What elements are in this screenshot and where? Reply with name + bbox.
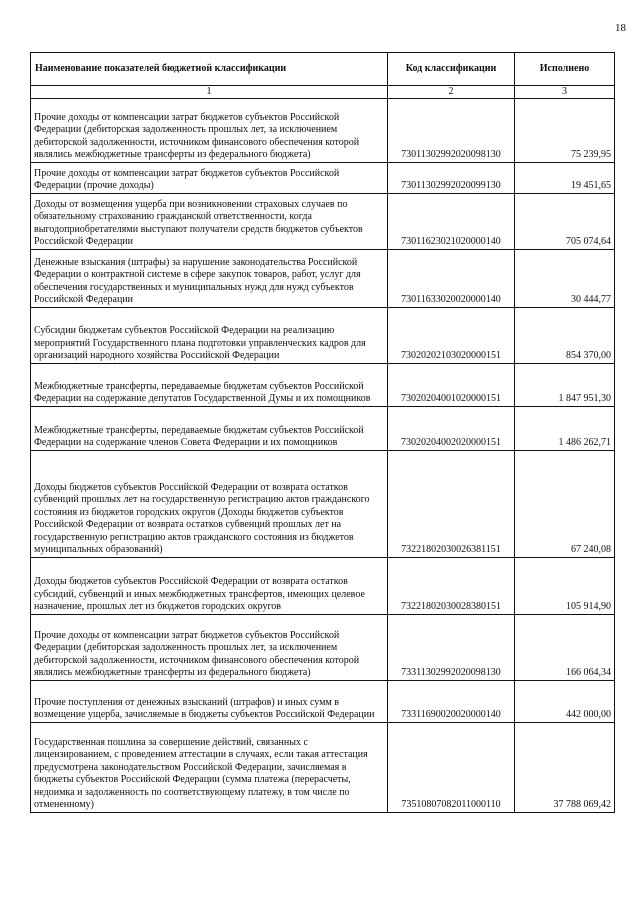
table-row <box>31 615 615 681</box>
row-code: 73011302992020098130 <box>388 99 515 163</box>
header-code: Код классификации <box>388 53 515 86</box>
column-number: 2 <box>388 86 515 99</box>
column-number: 3 <box>515 86 615 99</box>
row-amount: 1 847 951,30 <box>515 364 615 407</box>
header-name: Наименование показателей бюджетной классификации <box>31 53 388 86</box>
row-code: 73311690020020000140 <box>388 681 515 723</box>
row-amount: 854 370,00 <box>515 308 615 364</box>
table-row <box>31 407 615 451</box>
row-amount: 442 000,00 <box>515 681 615 723</box>
row-name: Доходы от возмещения ущерба при возникновении страховых случаев по обязательному страхованию гражданской ответственности, когда выгодоприобретателями выступают получатели средств бюджетов субъектов Российской Федерации <box>31 194 388 250</box>
budget-table <box>30 52 615 813</box>
row-name: Доходы бюджетов субъектов Российской Федерации от возврата остатков субвенций прошлых лет на государственную регистрацию актов гражданского состояния из бюджетов городских округов (Доходы бюджетов субъектов Российской Федерации от возврата остатков субвенций прошлых лет на государственную регистрацию актов гражданского состояния из бюджетов муниципальных образований) <box>31 451 388 558</box>
row-amount: 37 788 069,42 <box>515 723 615 813</box>
table-row <box>31 723 615 813</box>
row-amount: 19 451,65 <box>515 163 615 194</box>
row-code: 73020202103020000151 <box>388 308 515 364</box>
row-code: 73011302992020099130 <box>388 163 515 194</box>
table-row <box>31 194 615 250</box>
row-name: Доходы бюджетов субъектов Российской Федерации от возврата остатков субсидий, субвенций и иных межбюджетных трансфертов, имеющих целевое назначение, прошлых лет из бюджетов городских округов <box>31 558 388 615</box>
row-code: 73011633020020000140 <box>388 250 515 308</box>
row-name: Межбюджетные трансферты, передаваемые бюджетам субъектов Российской Федерации на содержание депутатов Государственной Думы и их помощников <box>31 364 388 407</box>
row-amount: 30 444,77 <box>515 250 615 308</box>
row-code: 73011623021020000140 <box>388 194 515 250</box>
row-code: 73510807082011000110 <box>388 723 515 813</box>
header-row <box>31 53 615 86</box>
table-row <box>31 308 615 364</box>
table-row <box>31 364 615 407</box>
row-name: Прочие доходы от компенсации затрат бюджетов субъектов Российской Федерации (дебиторская задолженность прошлых лет, за исключением дебиторской задолженности, источником финансового обеспечения которой являлись межбюджетные трансферты из федерального бюджета) <box>31 99 388 163</box>
row-amount: 67 240,08 <box>515 451 615 558</box>
row-name: Прочие доходы от компенсации затрат бюджетов субъектов Российской Федерации (дебиторская задолженность прошлых лет, за исключением дебиторской задолженности, источником финансового обеспечения которой являлись межбюджетные трансферты из федерального бюджета) <box>31 615 388 681</box>
table-row <box>31 681 615 723</box>
row-amount: 705 074,64 <box>515 194 615 250</box>
table-row <box>31 99 615 163</box>
row-amount: 105 914,90 <box>515 558 615 615</box>
row-name: Межбюджетные трансферты, передаваемые бюджетам субъектов Российской Федерации на содержание членов Совета Федерации и их помощников <box>31 407 388 451</box>
table-row <box>31 451 615 558</box>
row-amount: 75 239,95 <box>515 99 615 163</box>
table-row <box>31 558 615 615</box>
row-name: Прочие поступления от денежных взысканий (штрафов) и иных сумм в возмещение ущерба, зачисляемые в бюджеты субъектов Российской Федерации <box>31 681 388 723</box>
row-amount: 166 064,34 <box>515 615 615 681</box>
row-name: Субсидии бюджетам субъектов Российской Федерации на реализацию мероприятий Государственного плана подготовки управленческих кадров для организаций народного хозяйства Российской Федерации <box>31 308 388 364</box>
row-code: 73020204002020000151 <box>388 407 515 451</box>
row-name: Прочие доходы от компенсации затрат бюджетов субъектов Российской Федерации (прочие доходы) <box>31 163 388 194</box>
table-row <box>31 163 615 194</box>
column-number-row <box>31 86 615 99</box>
row-amount: 1 486 262,71 <box>515 407 615 451</box>
row-name: Государственная пошлина за совершение действий, связанных с лицензированием, с проведением аттестации в случаях, если такая аттестация предусмотрена законодательством Российской Федерации, зачисляемая в бюджеты субъектов Российской Федерации (сумма платежа (перерасчеты, недоимка и задолженность по соответствующему платежу, в том числе по отмененному) <box>31 723 388 813</box>
row-code: 73311302992020098130 <box>388 615 515 681</box>
column-number: 1 <box>31 86 388 99</box>
header-executed: Исполнено <box>515 53 615 86</box>
table-row <box>31 250 615 308</box>
row-name: Денежные взыскания (штрафы) за нарушение законодательства Российской Федерации о контрактной системе в сфере закупок товаров, работ, услуг для обеспечения государственных и муниципальных нужд для нужд субъектов Российской Федерации <box>31 250 388 308</box>
row-code: 73221802030026381151 <box>388 451 515 558</box>
page-number: 18 <box>615 22 626 34</box>
row-code: 73221802030028380151 <box>388 558 515 615</box>
row-code: 73020204001020000151 <box>388 364 515 407</box>
